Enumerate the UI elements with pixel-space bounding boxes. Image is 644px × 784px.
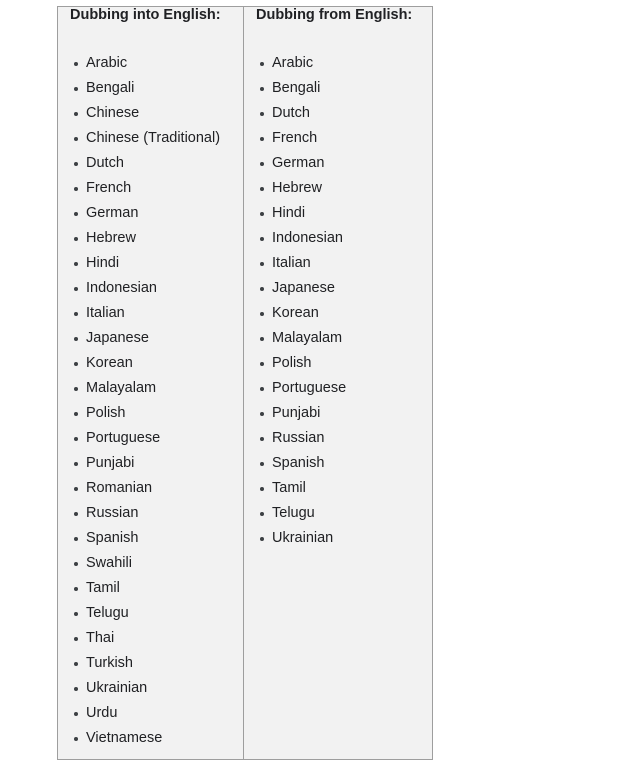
list-item: Vietnamese (58, 726, 243, 751)
list-item: Indonesian (244, 226, 432, 251)
list-item: Arabic (58, 51, 243, 76)
list-item: Korean (58, 351, 243, 376)
list-item: Russian (244, 426, 432, 451)
list-item: Polish (58, 401, 243, 426)
into-english-list (58, 51, 243, 751)
list-item: Indonesian (58, 276, 243, 301)
list-item: Thai (58, 626, 243, 651)
list-item: Turkish (58, 651, 243, 676)
list-item: Hindi (58, 251, 243, 276)
from-english-header: Dubbing from English: (244, 7, 433, 44)
list-item: Spanish (58, 526, 243, 551)
list-item: Chinese (58, 101, 243, 126)
list-item: Japanese (244, 276, 432, 301)
list-item: Ukrainian (244, 526, 432, 551)
dubbing-languages-table (57, 6, 433, 760)
list-item: Tamil (244, 476, 432, 501)
list-item: Korean (244, 301, 432, 326)
list-item: Italian (58, 301, 243, 326)
list-item: Malayalam (58, 376, 243, 401)
list-item: Tamil (58, 576, 243, 601)
list-item: Italian (244, 251, 432, 276)
list-item: Ukrainian (58, 676, 243, 701)
from-english-list (244, 51, 432, 551)
list-item: Swahili (58, 551, 243, 576)
list-item: Japanese (58, 326, 243, 351)
into-english-header: Dubbing into English: (58, 7, 244, 44)
list-item: Spanish (244, 451, 432, 476)
list-item: Arabic (244, 51, 432, 76)
from-english-cell (244, 43, 433, 760)
list-item: Dutch (244, 101, 432, 126)
list-item: Punjabi (244, 401, 432, 426)
list-item: Portuguese (58, 426, 243, 451)
list-item: Bengali (244, 76, 432, 101)
list-item: Telugu (58, 601, 243, 626)
list-item: Chinese (Traditional) (58, 126, 243, 151)
list-item: Hindi (244, 201, 432, 226)
list-item: Urdu (58, 701, 243, 726)
table-header-row (58, 7, 433, 44)
list-item: French (58, 176, 243, 201)
list-item: Portuguese (244, 376, 432, 401)
into-english-cell (58, 43, 244, 760)
list-item: Telugu (244, 501, 432, 526)
list-item: Hebrew (58, 226, 243, 251)
list-item: Malayalam (244, 326, 432, 351)
list-item: Dutch (58, 151, 243, 176)
list-item: Romanian (58, 476, 243, 501)
list-item: Hebrew (244, 176, 432, 201)
list-item: Punjabi (58, 451, 243, 476)
list-item: French (244, 126, 432, 151)
list-item: Polish (244, 351, 432, 376)
table-body-row (58, 43, 433, 760)
list-item: Bengali (58, 76, 243, 101)
list-item: Russian (58, 501, 243, 526)
list-item: German (244, 151, 432, 176)
list-item: German (58, 201, 243, 226)
